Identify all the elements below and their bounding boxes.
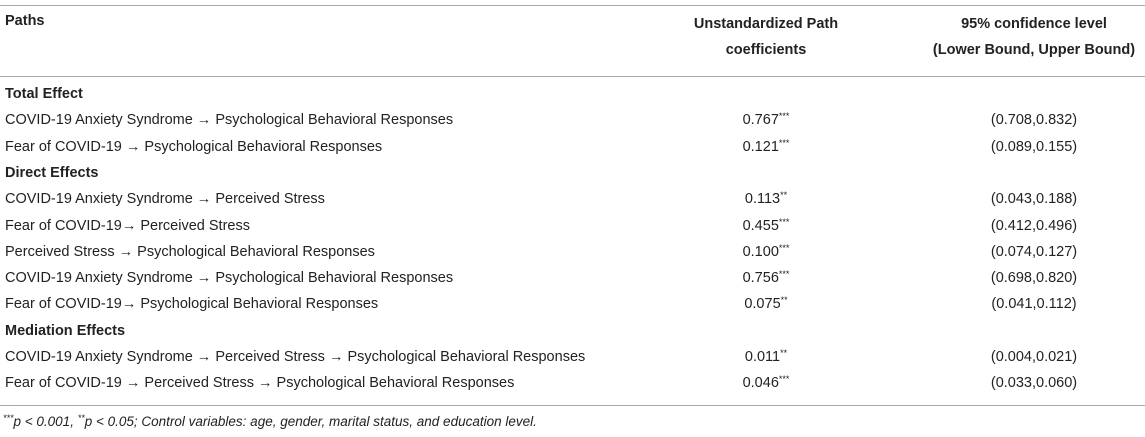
- table-row: [0, 265, 1145, 291]
- header-rule: [0, 76, 1145, 77]
- header-coefficients-line1: Unstandardized Path: [693, 16, 839, 32]
- path-cell: Fear of COVID-19 → Perceived Stress → Psychological Behavioral Responses: [5, 375, 515, 392]
- path-cell: Fear of COVID-19→ Perceived Stress: [5, 217, 250, 234]
- confidence-interval-cell: (0.043,0.188): [990, 191, 1078, 208]
- coefficient-value: 0.767: [742, 112, 779, 129]
- table-top-rule: [0, 5, 1145, 6]
- header-confidence: [914, 11, 1145, 63]
- section-title: Mediation Effects: [5, 322, 126, 339]
- coefficient-cell: [700, 134, 832, 160]
- table-row: [0, 239, 1145, 265]
- table-row: [0, 213, 1145, 239]
- table-bottom-rule: [0, 405, 1145, 406]
- section-row: [0, 160, 1145, 186]
- table-row: [0, 291, 1145, 317]
- coefficient-cell: [700, 213, 832, 239]
- coefficient-value: 0.121: [742, 138, 779, 155]
- confidence-interval-cell: (0.033,0.060): [990, 375, 1078, 392]
- table-row: [0, 107, 1145, 133]
- significance-marker: ***: [778, 242, 790, 253]
- coefficient-cell: [700, 186, 832, 212]
- coefficient-cell: [700, 107, 832, 133]
- header-coefficients: [680, 11, 852, 63]
- coefficient-value: 0.075: [744, 296, 781, 313]
- path-cell: COVID-19 Anxiety Syndrome → Perceived Stress → Psychological Behavioral Responses: [5, 349, 586, 365]
- coefficient-value: 0.046: [742, 375, 779, 392]
- coefficient-value: 0.100: [742, 243, 779, 260]
- footnote-sig1: ***: [3, 413, 14, 423]
- confidence-interval-cell: (0.412,0.496): [990, 217, 1078, 234]
- confidence-interval-cell: (0.089,0.155): [990, 138, 1078, 155]
- coefficient-value: 0.011: [744, 349, 781, 365]
- table-row: [0, 134, 1145, 160]
- confidence-interval-cell: (0.708,0.832): [990, 112, 1078, 129]
- header-confidence-line2: (Lower Bound, Upper Bound): [932, 42, 1136, 58]
- path-cell: Fear of COVID-19→ Psychological Behavioral Responses: [5, 296, 379, 313]
- significance-marker: ***: [778, 216, 790, 227]
- coefficient-cell: [700, 265, 832, 291]
- section-row: [0, 318, 1145, 344]
- confidence-interval-cell: (0.004,0.021): [990, 349, 1078, 365]
- confidence-interval-cell: (0.698,0.820): [990, 270, 1078, 287]
- coefficient-cell: [700, 370, 832, 396]
- significance-marker: **: [780, 190, 788, 201]
- header-confidence-line1: 95% confidence level: [961, 16, 1107, 32]
- significance-marker: **: [780, 348, 788, 358]
- path-cell: COVID-19 Anxiety Syndrome → Psychological Behavioral Responses: [5, 112, 454, 129]
- confidence-interval-cell: (0.041,0.112): [991, 296, 1077, 313]
- footnote-text1: p < 0.001,: [13, 414, 78, 429]
- significance-marker: ***: [778, 111, 790, 122]
- section-row: [0, 81, 1145, 107]
- coefficient-value: 0.113: [744, 191, 781, 208]
- table-footnote: [3, 414, 537, 429]
- table-row: [0, 370, 1145, 396]
- path-cell: COVID-19 Anxiety Syndrome → Perceived Stress: [5, 191, 325, 208]
- significance-marker: ***: [778, 374, 790, 385]
- section-title: Direct Effects: [5, 164, 99, 181]
- confidence-interval-cell: (0.074,0.127): [990, 243, 1078, 260]
- significance-marker: **: [780, 295, 788, 306]
- footnote-text2: p < 0.05; Control variables: age, gender, marital status, and education level.: [84, 414, 537, 429]
- coefficient-value: 0.455: [742, 217, 779, 234]
- table-row: [0, 344, 1145, 370]
- path-cell: Fear of COVID-19 → Psychological Behavioral Responses: [5, 138, 383, 155]
- significance-marker: ***: [778, 269, 790, 280]
- header-paths: Paths: [5, 13, 45, 29]
- coefficient-cell: [700, 291, 832, 317]
- path-cell: COVID-19 Anxiety Syndrome → Psychological Behavioral Responses: [5, 270, 454, 287]
- significance-marker: ***: [778, 137, 790, 148]
- header-coefficients-line2: coefficients: [725, 42, 807, 58]
- footnote-sig2: **: [77, 413, 85, 423]
- table-row: [0, 186, 1145, 212]
- coefficient-cell: [700, 239, 832, 265]
- coefficient-value: 0.756: [742, 270, 779, 287]
- section-title: Total Effect: [5, 86, 83, 102]
- coefficient-cell: [700, 344, 832, 370]
- path-cell: Perceived Stress → Psychological Behavioral Responses: [5, 243, 375, 260]
